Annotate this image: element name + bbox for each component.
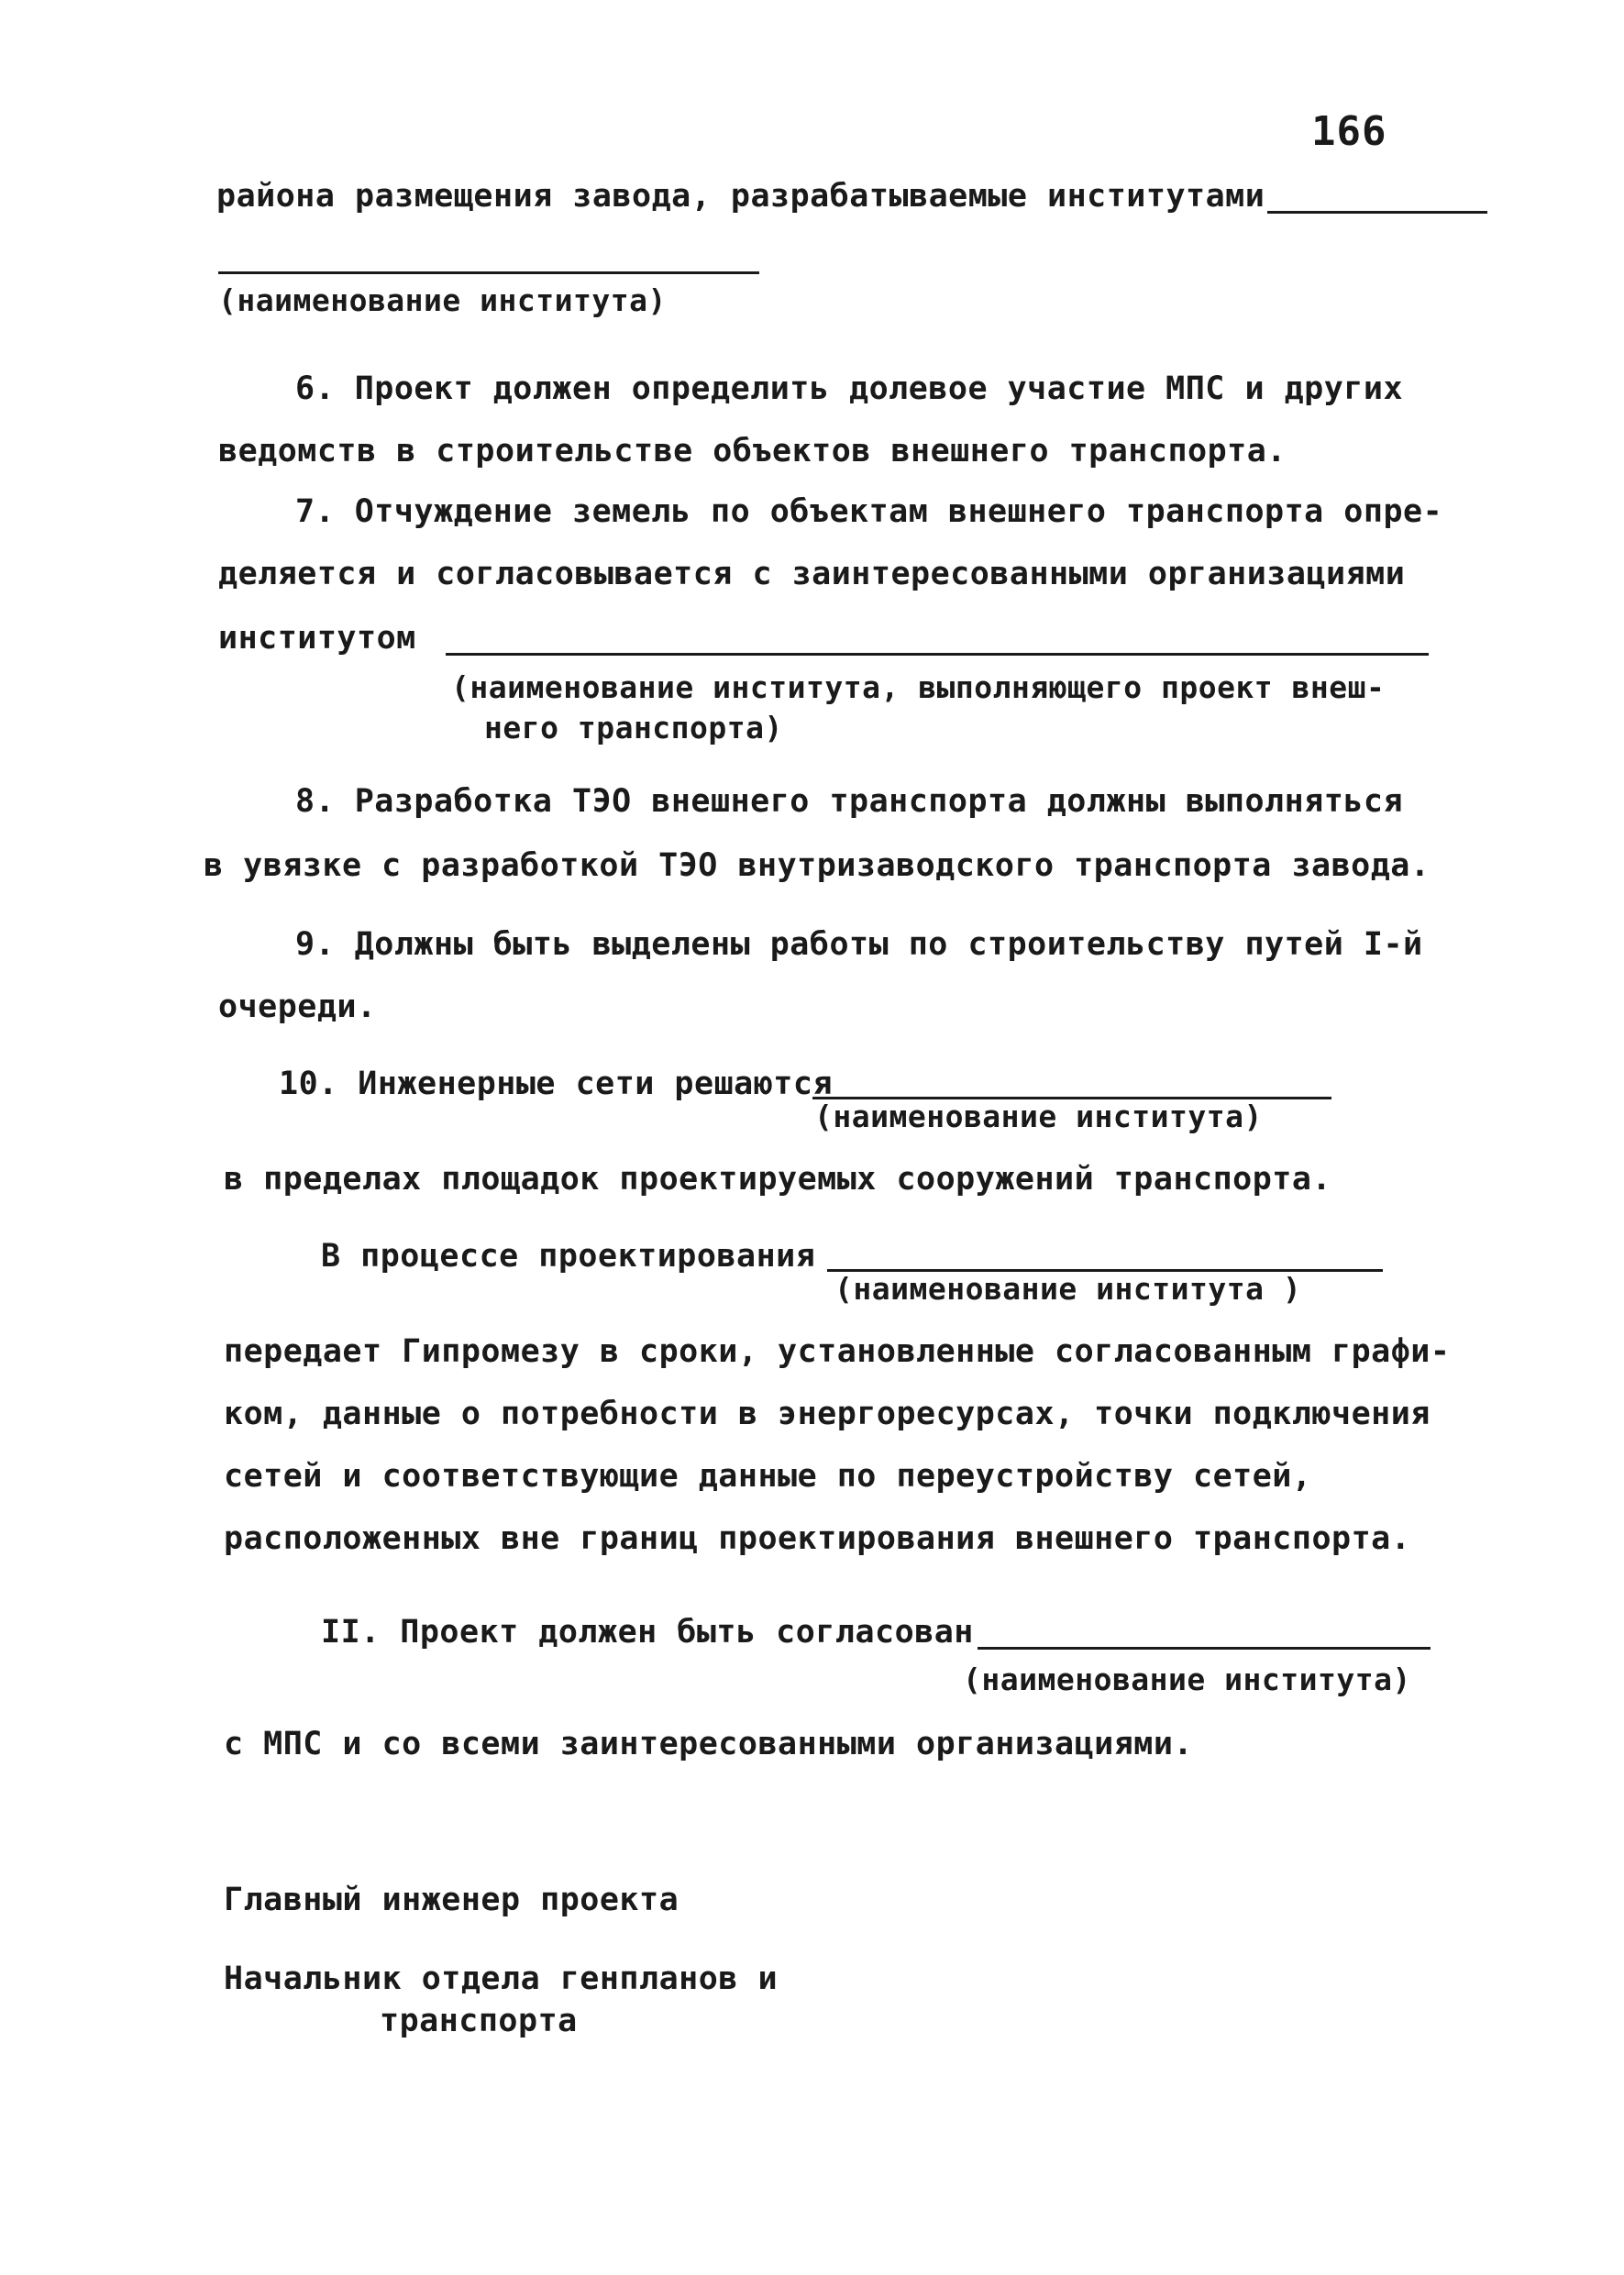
item6-line2: ведомств в строительстве объектов внешнего транспорта.: [218, 433, 1287, 469]
department-head-label-cont: транспорта: [380, 2003, 578, 2039]
institute-blank-line: [446, 653, 1429, 656]
department-head-label: Начальник отдела генпланов и: [224, 1960, 779, 1997]
chief-engineer-label: Главный инженер проекта: [224, 1882, 679, 1918]
process-line5: расположенных вне границ проектирования внешнего транспорта.: [224, 1520, 1411, 1557]
institute-blank-line: [218, 271, 759, 274]
item8-line2: в увязке с разработкой ТЭО внутризаводского транспорта завода.: [204, 847, 1431, 884]
item11-caption: (наименование института): [963, 1662, 1411, 1697]
institute-blank-line: [978, 1647, 1431, 1650]
item9-line2: очереди.: [218, 988, 377, 1025]
item10-line1: 10. Инженерные сети решаются: [279, 1066, 834, 1102]
institute-blank-line: [1267, 211, 1487, 214]
process-line1: В процессе проектирования: [321, 1238, 816, 1275]
item8-line1: 8. Разработка ТЭО внешнего транспорта должны выполняться: [295, 783, 1404, 820]
item9-line1: 9. Должны быть выделены работы по строительству путей I-й: [295, 926, 1423, 963]
item6-line1: 6. Проект должен определить долевое участие МПС и других: [295, 370, 1404, 407]
item7-line2: деляется и согласовывается с заинтересованными организациями: [218, 556, 1406, 592]
process-line4: сетей и соответствующие данные по переустройству сетей,: [224, 1458, 1312, 1495]
process-line3: ком, данные о потребности в энергоресурсах, точки подключения: [224, 1396, 1431, 1432]
item11-line1: II. Проект должен быть согласован: [321, 1614, 974, 1651]
item7-caption-line2: него транспорта): [484, 710, 783, 745]
process-caption: (наименование института ): [834, 1271, 1302, 1307]
process-line2: передает Гипромезу в сроки, установленные согласованным графи-: [224, 1333, 1451, 1370]
intro-text: района размещения завода, разрабатываемые институтами: [216, 178, 1265, 215]
item10-line2: в пределах площадок проектируемых сооружений транспорта.: [224, 1161, 1332, 1198]
item10-caption: (наименование института): [814, 1099, 1263, 1134]
item11-line2: с МПС и со всеми заинтересованными организациями.: [224, 1726, 1194, 1762]
page-number: 166: [1311, 108, 1387, 155]
item7-line3: институтом: [218, 620, 416, 657]
item7-line1: 7. Отчуждение земель по объектам внешнего транспорта опре-: [295, 493, 1443, 530]
item7-caption-line1: (наименование института, выполняющего проект внеш-: [451, 669, 1386, 705]
institute-caption: (наименование института): [218, 282, 667, 318]
